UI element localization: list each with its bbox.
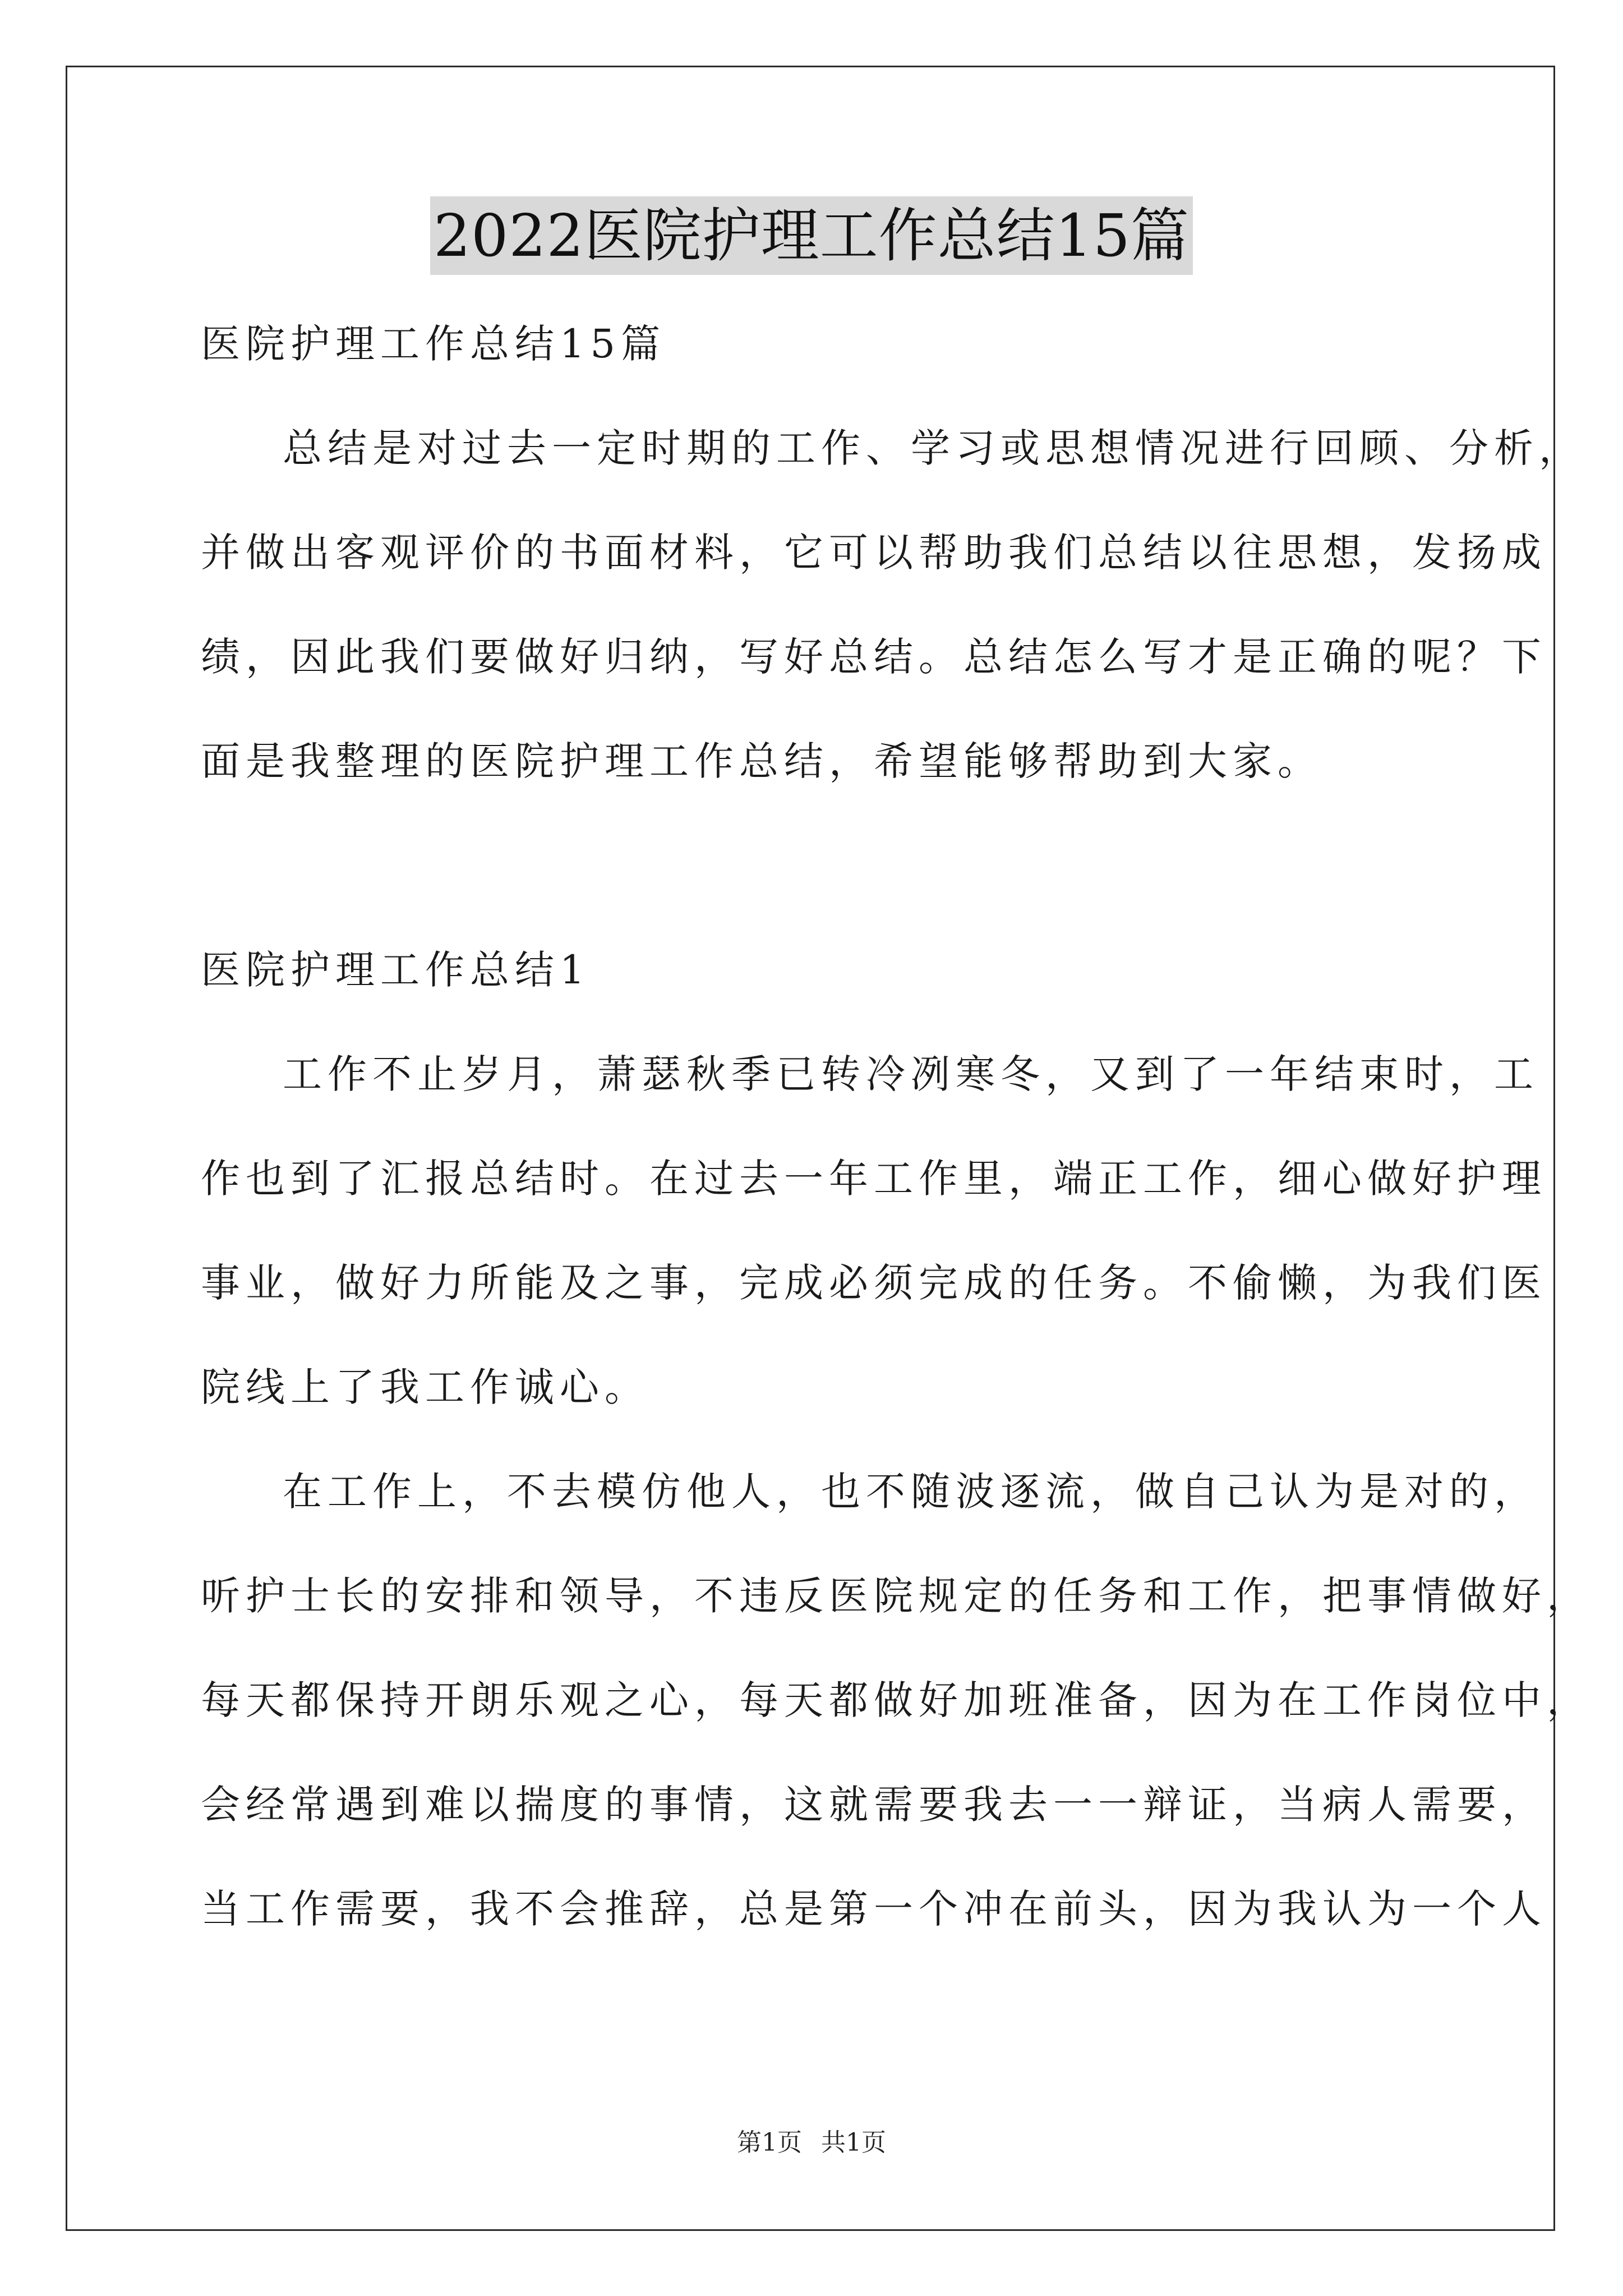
paragraph-line: 听护士长的安排和领导，不违反医院规定的任务和工作，把事情做好，	[201, 1573, 1592, 1619]
page-number-total: 共1页	[821, 2128, 886, 2157]
paragraph-line: 作也到了汇报总结时。在过去一年工作里，端正工作，细心做好护理	[201, 1156, 1547, 1202]
paragraph-line: 在工作上，不去模仿他人，也不随波逐流，做自己认为是对的，	[283, 1469, 1539, 1515]
paragraph-line: 当工作需要，我不会推辞，总是第一个冲在前头，因为我认为一个人	[201, 1886, 1547, 1932]
page-footer	[0, 2126, 1623, 2160]
page-number-current: 第1页	[737, 2128, 802, 2157]
section-heading: 医院护理工作总结1	[201, 947, 591, 993]
document-title: 2022医院护理工作总结15篇	[430, 196, 1193, 275]
document-body	[201, 292, 1592, 1961]
intro-line: 绩，因此我们要做好归纳，写好总结。总结怎么写才是正确的呢？下	[201, 634, 1547, 680]
subtitle: 医院护理工作总结15篇	[201, 321, 666, 367]
title-container	[0, 196, 1623, 275]
paragraph-line: 会经常遇到难以揣度的事情，这就需要我去一一辩证，当病人需要，	[201, 1782, 1547, 1828]
paragraph-line: 事业，做好力所能及之事，完成必须完成的任务。不偷懒，为我们医	[201, 1260, 1547, 1306]
intro-line: 面是我整理的医院护理工作总结，希望能够帮助到大家。	[201, 738, 1322, 784]
intro-line: 总结是对过去一定时期的工作、学习或思想情况进行回顾、分析，	[283, 425, 1584, 471]
paragraph-gap	[201, 813, 1457, 918]
paragraph-line: 工作不止岁月，萧瑟秋季已转冷冽寒冬，又到了一年结束时，工	[283, 1051, 1539, 1097]
paragraph-line: 院线上了我工作诚心。	[201, 1364, 649, 1410]
intro-line: 并做出客观评价的书面材料，它可以帮助我们总结以往思想，发扬成	[201, 530, 1547, 576]
paragraph-line: 每天都保持开朗乐观之心，每天都做好加班准备，因为在工作岗位中，	[201, 1677, 1592, 1723]
